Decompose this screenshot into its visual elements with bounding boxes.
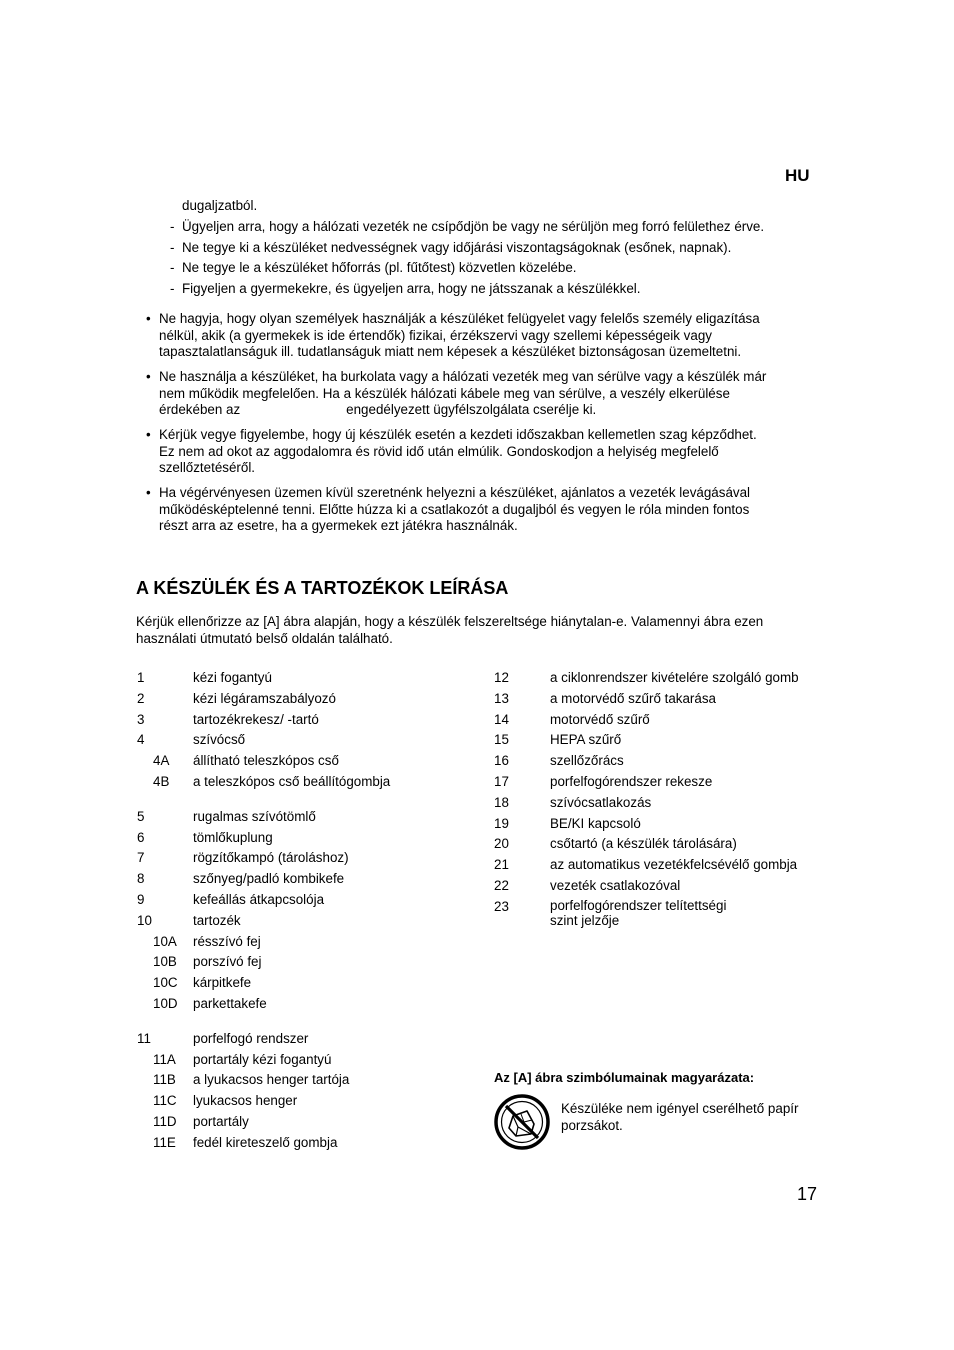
part-row: 4A állítható teleszkópos cső [153, 753, 339, 769]
part-row: 15 HEPA szűrő [494, 732, 622, 748]
part-row: 21 az automatikus vezetékfelcsévélő gombja [494, 857, 798, 873]
part-row: 7 rögzítőkampó (tároláshoz) [137, 850, 349, 866]
part-row: 4 szívócső [137, 732, 246, 748]
list-item: - Ne tegye le a készüléket hőforrás (pl. fűtőtest) közvetlen közelébe. [170, 260, 577, 276]
safety-bullet-list [146, 311, 826, 543]
part-row: 3 tartozékrekesz/ -tartó [137, 711, 319, 727]
list-item: dugaljzatból. [182, 198, 258, 213]
bullet-item: • Kérjük vegye figyelembe, hogy új készülék esetén a kezdeti időszakban kellemetlen szag képződhet. Ez nem ad okot az aggodalomra és rövid idő után elmúlik. Gondoskodjon a helyiség megfelelő szellőztetéséről. [146, 427, 757, 476]
part-row: 11E fedél kireteszelő gombja [153, 1134, 338, 1150]
part-row: 2 kézi légáramszabályozó [137, 690, 336, 706]
part-row: 8 szőnyeg/padló kombikefe [137, 871, 345, 887]
part-row: 17 porfelfogórendszer rekesze [494, 773, 713, 789]
part-row: 10A résszívó fej [153, 933, 261, 949]
part-row: 19 BE/KI kapcsoló [494, 815, 641, 831]
bullet-item: • Ha végérvényesen üzemen kívül szeretnénk helyezni a készüléket, ajánlatos a vezeték levágásával működésképtelenné tenni. Előtte húzza ki a csatlakozót a dugaljból és vegyen le róla minden fontos részt arra az esetre, ha a gyermekek ezt játékra használnák. [146, 485, 751, 534]
part-row: 1 kézi fogantyú [137, 670, 272, 685]
safety-dash-list [170, 197, 850, 301]
part-row: 11D portartály [153, 1113, 249, 1129]
part-row: 23 porfelfogórendszer telítettségi szint jelzője [494, 897, 727, 929]
part-row: 22 vezeték csatlakozóval [494, 877, 681, 893]
part-row: 12 a ciklonrendszer kivételére szolgáló gomb [494, 670, 799, 685]
part-row: 4B a teleszkópos cső beállítógombja [153, 773, 391, 789]
part-row: 10 tartozék [137, 912, 241, 928]
symbol-legend-title: Az [A] ábra szimbólumainak magyarázata: [494, 1070, 755, 1085]
bullet-item: • Ne használja a készüléket, ha burkolata vagy a hálózati vezeték meg van sérülve vagy a készülék már nem működik megfelelően. Ha a készülék hálózati kábele meg van sérülve, a veszély elkerülése érdekében az engedélyezett ügyfélszolgálata cserélje ki. [146, 369, 767, 418]
part-row: 13 a motorvédő szűrő takarása [494, 690, 716, 706]
part-row: 10C kárpitkefe [153, 975, 252, 991]
list-item: - Ügyeljen arra, hogy a hálózati vezeték ne csípődjön be vagy ne sérüljön meg forró felülethez érve. [170, 218, 765, 234]
language-code: HU [785, 166, 810, 185]
parts-list-left [137, 669, 477, 1155]
part-row: 14 motorvédő szűrő [494, 711, 650, 727]
list-item: - Figyeljen a gyermekekre, és ügyeljen arra, hogy ne játsszanak a készülékkel. [170, 281, 641, 297]
part-row: 16 szellőzőrács [494, 753, 624, 769]
part-row: 9 kefeállás átkapcsolója [137, 891, 325, 907]
part-row: 10B porszívó fej [153, 954, 262, 970]
part-row: 11C lyukacsos henger [153, 1093, 298, 1109]
symbol-description: Készüléke nem igényel cserélhető papír porzsákot. [561, 1101, 799, 1133]
section-intro: Kérjük ellenőrizze az [A] ábra alapján, hogy a készülék felszereltsége hiánytalan-e. Valamennyi ábra ezen használati útmutató belső oldalán található. [136, 614, 764, 646]
page-number: 17 [797, 1184, 818, 1204]
part-row: 11 porfelfogó rendszer [137, 1030, 309, 1046]
part-row: 5 rugalmas szívótömlő [137, 808, 316, 824]
bullet-item: • Ne hagyja, hogy olyan személyek használják a készüléket felügyelet vagy felelős személy eligazítása nélkül, akik (a gyermekek is ide értendők) fizikai, érzékszervi vagy szellemi képességeik vagy tapasztalatlanságuk ill. tudatlanságuk miatt nem képesek a készüléket biztonságosan üzemeltetni. [146, 311, 760, 360]
part-row: 11A portartály kézi fogantyú [153, 1051, 332, 1067]
list-item: - Ne tegye ki a készüléket nedvességnek vagy időjárási viszontagságoknak (esőnek, napnak). [170, 239, 732, 255]
section-title: A KÉSZÜLÉK ÉS A TARTOZÉKOK LEÍRÁSA [136, 578, 509, 598]
no-paper-bag-icon [494, 1094, 550, 1150]
part-row: 20 csőtartó (a készülék tárolására) [494, 836, 737, 852]
part-row: 11B a lyukacsos henger tartója [153, 1072, 350, 1088]
part-row: 18 szívócsatlakozás [494, 794, 652, 810]
part-row: 6 tömlőkuplung [137, 829, 273, 845]
part-row: 10D parkettakefe [153, 995, 267, 1011]
parts-list-right [494, 669, 834, 930]
